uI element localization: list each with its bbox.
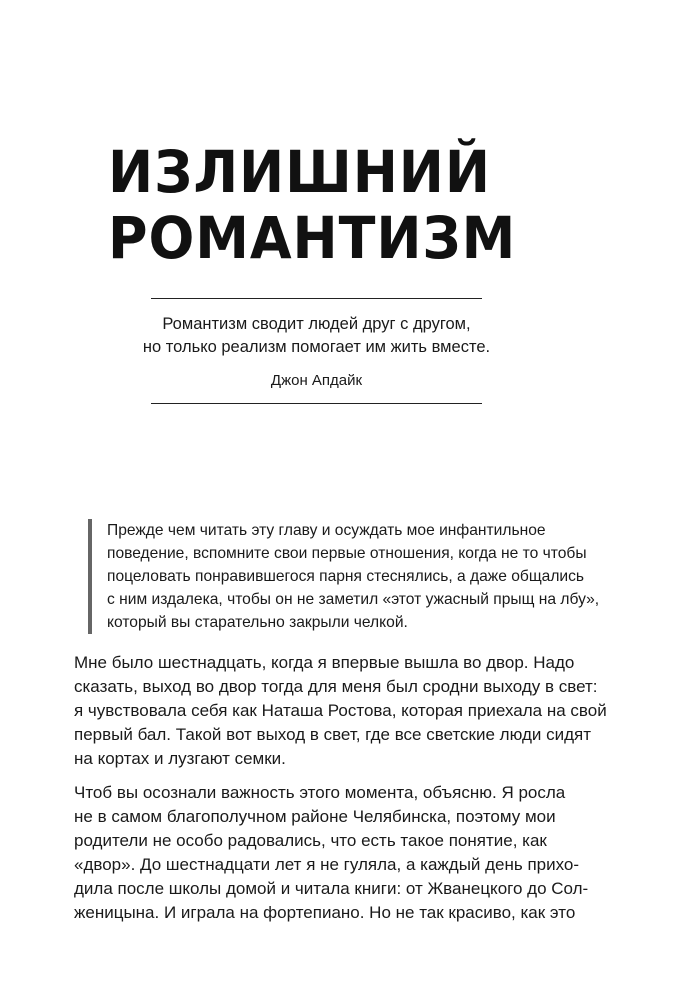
callout-line: который вы старательно закрыли челкой. xyxy=(107,614,408,631)
paragraph-line: родители не особо радовались, что есть такое понятие, как xyxy=(74,831,547,850)
paragraph xyxy=(74,781,589,925)
chapter-title-line: ИЗЛИШНИЙ xyxy=(108,137,491,206)
epigraph-line: но только реализм помогает им жить вместе. xyxy=(142,338,491,356)
callout-note xyxy=(88,519,602,634)
paragraph-line: не в самом благополучном районе Челябинска, поэтому мои xyxy=(74,807,556,826)
paragraph-line: Мне было шестнадцать, когда я впервые вышла во двор. Надо xyxy=(74,653,575,672)
callout-line: поведение, вспомните свои первые отношения, когда не то чтобы xyxy=(107,545,587,562)
epigraph-author: Джон Апдайк xyxy=(270,372,363,389)
paragraph-line: дила после школы домой и читала книги: от Жванецкого до Сол- xyxy=(74,879,589,898)
paragraph-line: Чтоб вы осознали важность этого момента, объясню. Я росла xyxy=(74,783,566,802)
callout-line: с ним издалека, чтобы он не заметил «этот ужасный прыщ на лбу», xyxy=(107,591,600,608)
paragraph-line: женицына. И играла на фортепиано. Но не так красиво, как это xyxy=(74,903,576,922)
callout-line: поцеловать понравившегося парня стеснялись, а даже общались xyxy=(107,568,585,585)
paragraph-line: сказать, выход во двор тогда для меня был сродни выходу в свет: xyxy=(74,677,598,696)
body-text xyxy=(74,651,607,925)
callout-line: Прежде чем читать эту главу и осуждать мое инфантильное xyxy=(107,522,546,539)
paragraph-line: первый бал. Такой вот выход в свет, где все светские люди сидят xyxy=(74,725,592,744)
paragraph-line: я чувствовала себя как Наташа Ростова, которая приехала на свой xyxy=(74,701,607,720)
epigraph-line: Романтизм сводит людей друг с другом, xyxy=(162,315,471,333)
chapter-title-line: РОМАНТИЗМ xyxy=(108,203,517,272)
epigraph xyxy=(140,313,493,392)
epigraph-top-rule xyxy=(151,298,482,299)
chapter-title xyxy=(108,139,592,271)
paragraph xyxy=(74,651,607,771)
epigraph-bottom-rule xyxy=(151,403,482,404)
paragraph-line: «двор». До шестнадцати лет я не гуляла, а каждый день прихо- xyxy=(74,855,580,874)
paragraph-line: на кортах и лузгают семки. xyxy=(74,749,286,768)
